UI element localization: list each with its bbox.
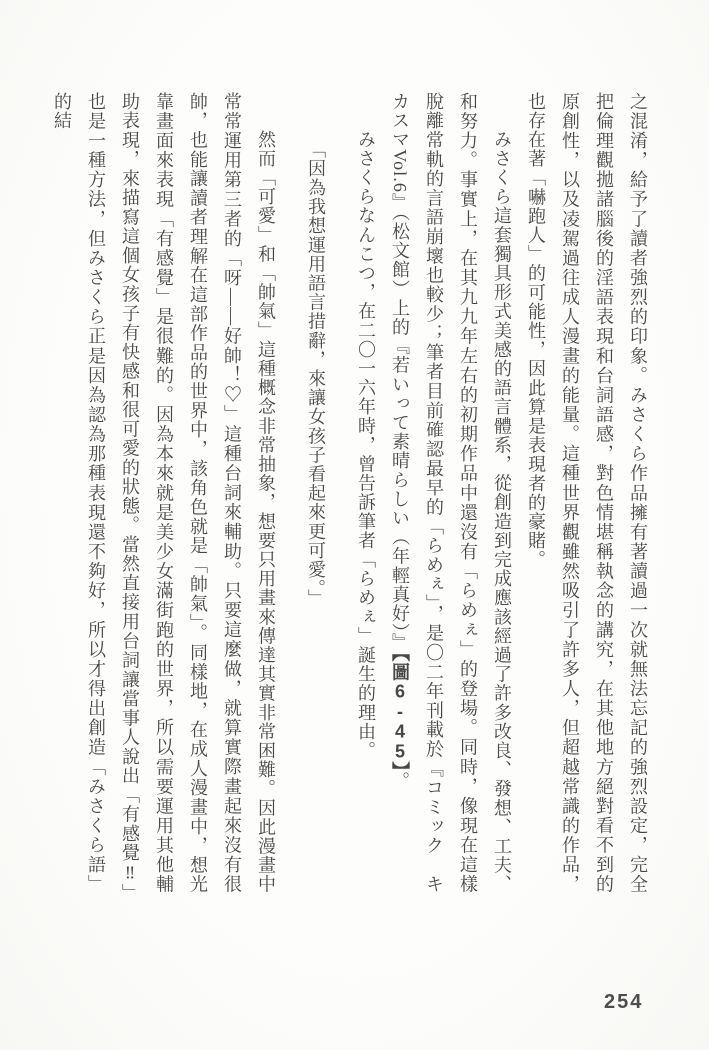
figure-ref-number: 6-45: [390, 681, 410, 762]
paragraph-author-interview: みさくらなんこつ，在二〇一六年時，曾告訴筆者「らめぇ」誕生的理由。: [356, 130, 376, 761]
figure-ref-close-bracket: 】: [390, 761, 410, 772]
paragraph-text: みさくら這套獨具形式美感的語言體系，從創造到完成應該經過了許多改良、發想、工夫、和努力。事實上，在其九九年左右的初期作品中還沒有「らめぇ」的登場。同時，像現在這樣脫離常軌的言語崩壞也較少；筆者目前確認最早的「らめぇ」，是〇二年刊載於『コミック キカスマVol.6』（松文館）上的『若いって素晴らしい（年輕真好）』: [390, 92, 512, 894]
figure-ref-open-bracket: 【圖: [390, 652, 410, 682]
sentence-end-period: 。: [390, 771, 410, 791]
paragraph-opening: 之混淆，給予了讀者強烈的印象。みさくら作品擁有著讀過一次就無法忘記的強烈設定，完全把倫理觀拋諸腦後的淫語表現和台詞語感，對色情堪稱執念的講究，在其他地方絕對看不到的原創性，以及凌駕過往成人漫畫的能量。這種世界觀雖然吸引了許多人，但超越常識的作品，也存在著「嚇跑人」的可能性，因此算是表現者的豪賭。: [526, 92, 648, 894]
paragraph-language-system: [383, 92, 519, 894]
page-number: 254: [604, 991, 644, 1013]
paragraph-cute-cool-concept: 然而「可愛」和「帥氣」這種概念非常抽象，想要只用畫來傳達其實非常困難。因此漫畫中常常運用第三者的「呀——好帥！♡」這種台詞來輔助。只要這麼做，就算實際畫起來沒有很帥，也能讓讀者理解在這部作品的世界中，該角色就是「帥氣」。同樣地，在成人漫畫中，想光靠畫面來表現「有感覺」是很難的。因為本來就是美少女滿街跑的世界，所以需要運用其他輔助表現，來描寫這個女孩子有快感和很可愛的狀態。當然直接用台詞讓當事人說出「有感覺‼」也是一種方法，但みさくら正是因為認為那種表現還不夠好，所以才得出創造「みさくら語」的結: [52, 92, 276, 894]
paragraph-quote: 「因為我想運用語言措辭，來讓女孩子看起來更可愛。」: [306, 140, 326, 609]
body-text: [45, 92, 655, 894]
figure-reference: [390, 652, 410, 771]
